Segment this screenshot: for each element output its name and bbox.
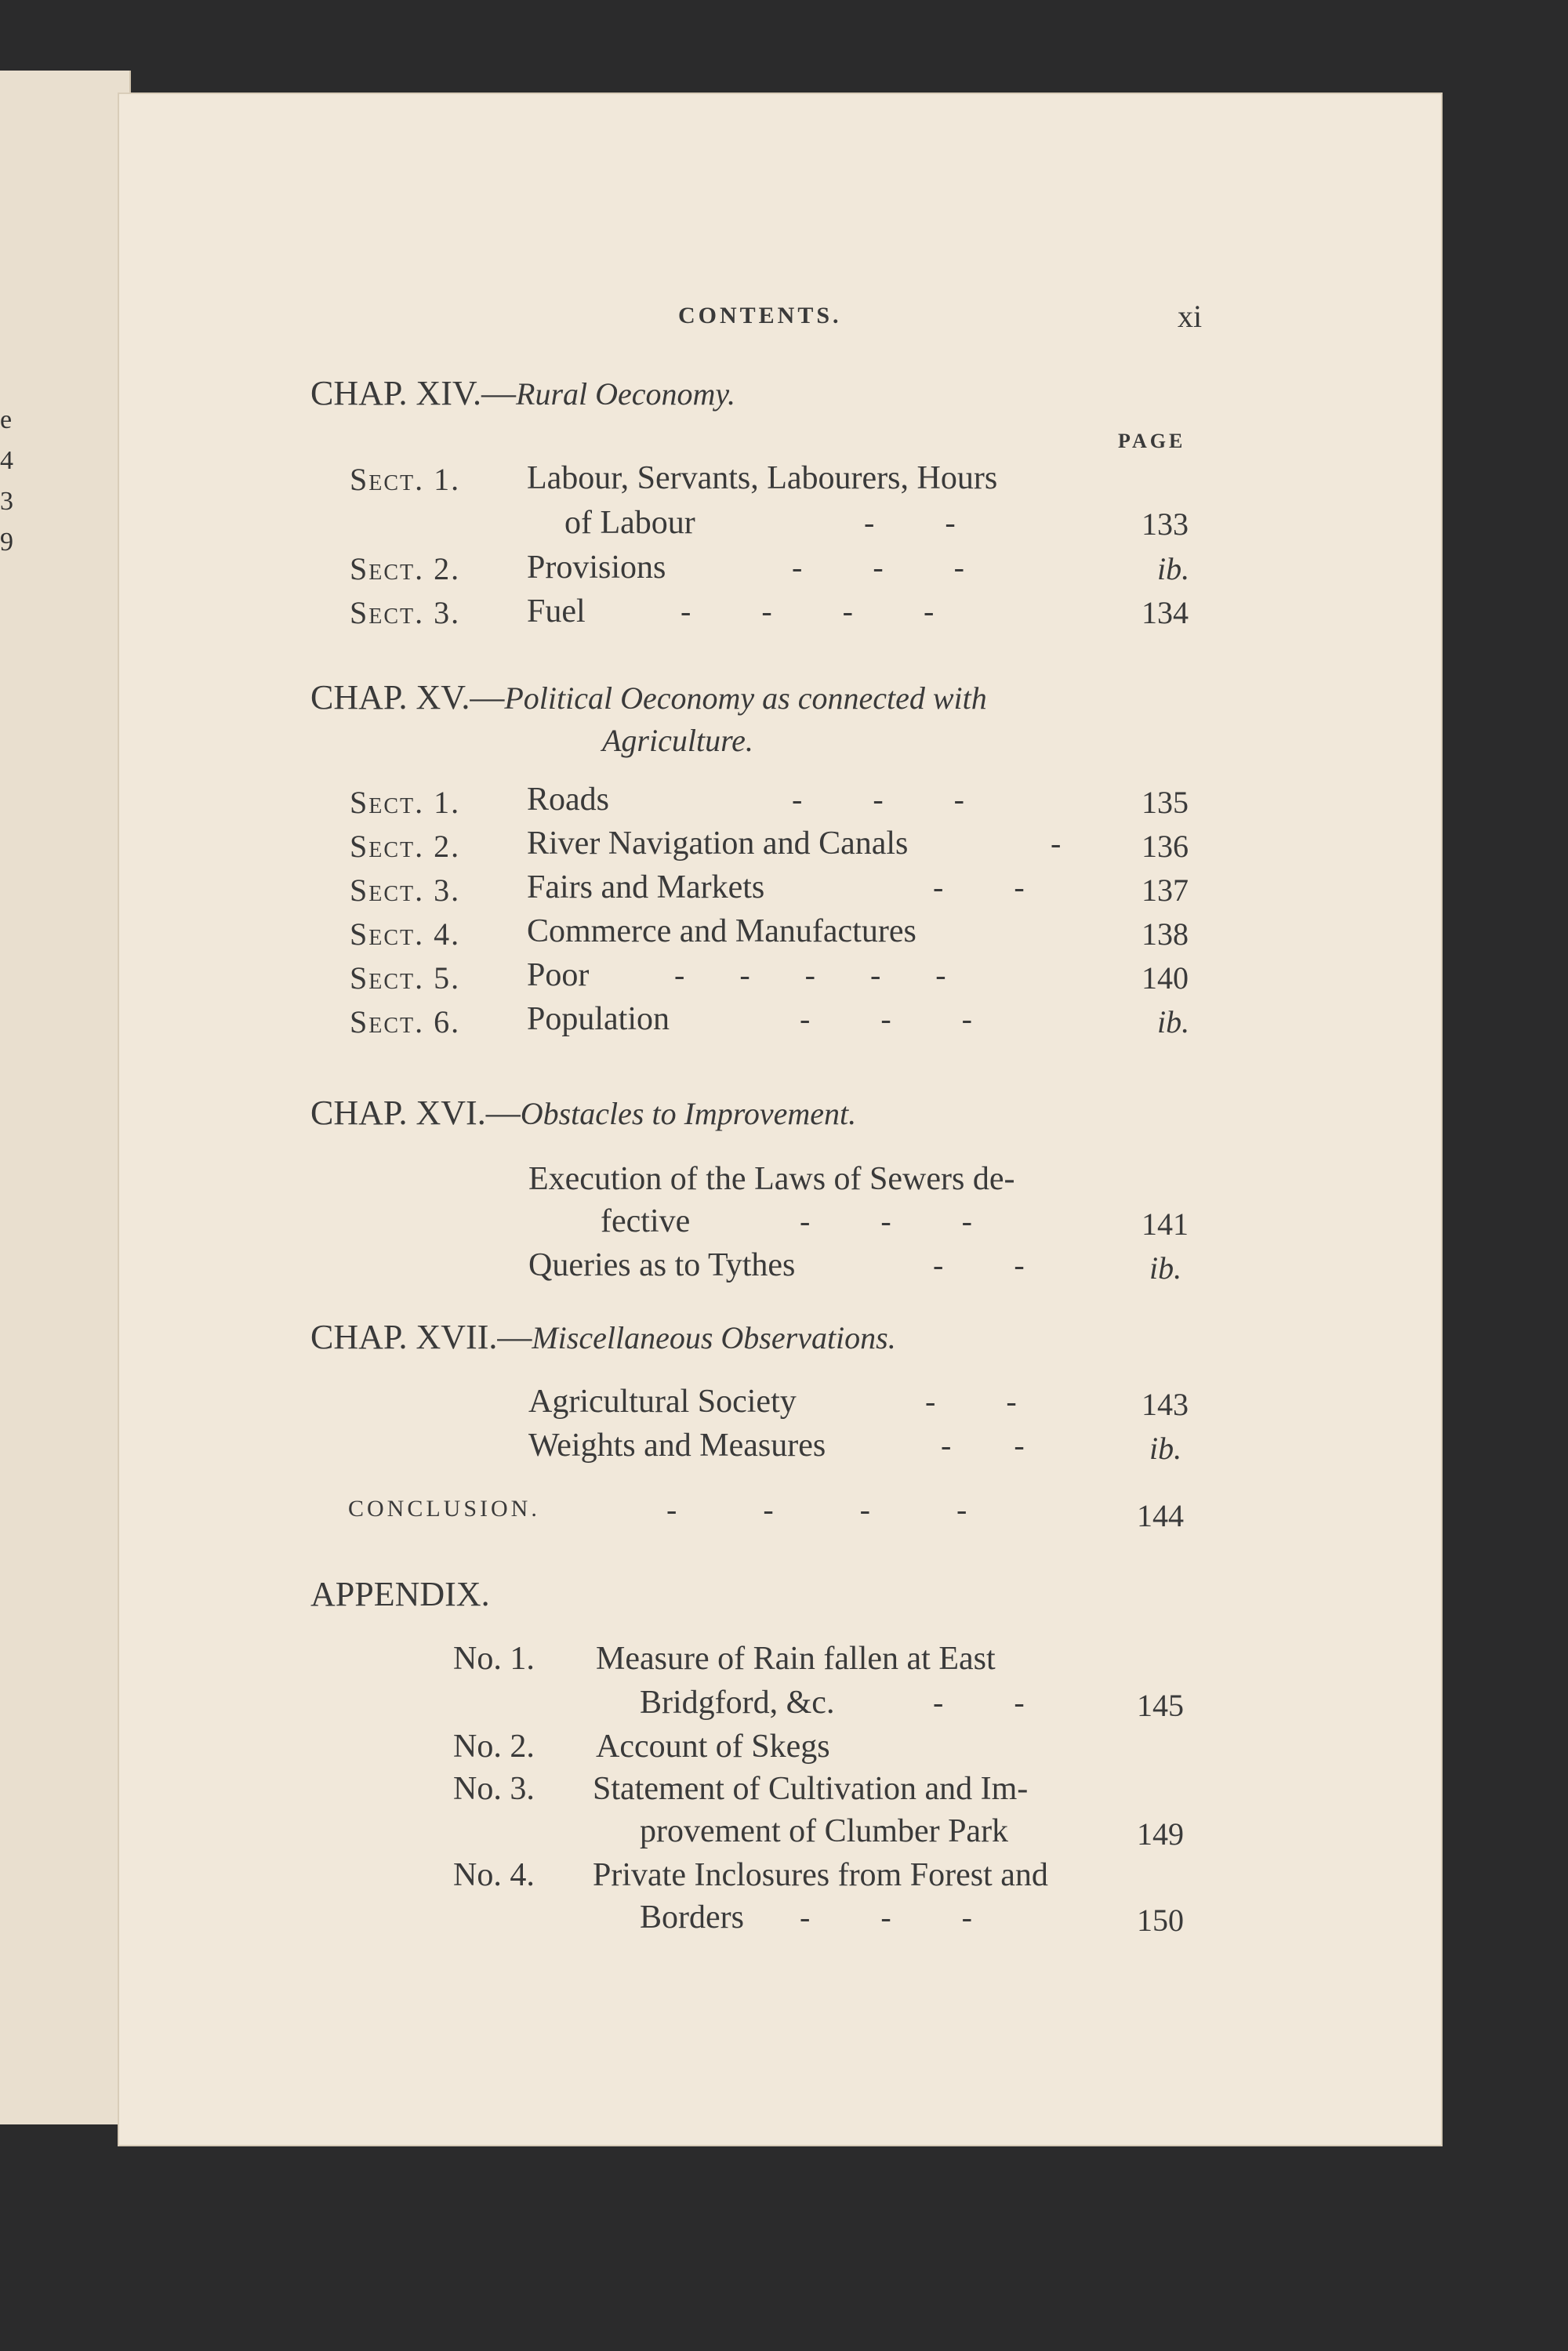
page-column-label: PAGE bbox=[1118, 430, 1186, 452]
entry-title-continued: Bridgford, &c. bbox=[640, 1685, 835, 1721]
section-number: Sect. 6. bbox=[350, 1004, 461, 1039]
chapter-title: Agriculture. bbox=[602, 723, 753, 758]
chapter-label: CHAP. XV.— bbox=[310, 678, 505, 717]
entry-page: 137 bbox=[1142, 873, 1189, 908]
entry-title: Account of Skegs bbox=[596, 1729, 830, 1765]
entry-title: Private Inclosures from Forest and bbox=[593, 1857, 1048, 1893]
entry-title: Poor bbox=[527, 957, 590, 993]
previous-page-mark: e bbox=[0, 405, 13, 434]
entry-title: Queries as to Tythes bbox=[528, 1247, 796, 1283]
previous-page-edge bbox=[0, 71, 131, 2124]
chapter-heading bbox=[310, 677, 987, 717]
chapter-title-continued bbox=[602, 720, 753, 760]
page-number: xi bbox=[1178, 299, 1203, 334]
leader-dashes: - - bbox=[933, 1685, 1025, 1720]
entry-title: Commerce and Manufactures bbox=[527, 913, 916, 949]
entry-title: Provisions bbox=[527, 550, 666, 586]
section-number: Sect. 4. bbox=[350, 916, 461, 952]
appendix-number: No. 3. bbox=[453, 1771, 535, 1807]
leader-dashes: - - - bbox=[800, 1899, 972, 1935]
chapter-heading bbox=[310, 1317, 896, 1357]
entry-title-continued: of Labour bbox=[564, 505, 695, 541]
chapter-label: CHAP. XVI.— bbox=[310, 1094, 521, 1132]
entry-page: ib. bbox=[1157, 1004, 1190, 1039]
entry-page: 135 bbox=[1142, 785, 1189, 820]
leader-dashes: - - - bbox=[792, 550, 964, 585]
appendix-number: No. 4. bbox=[453, 1857, 535, 1893]
leader-dashes: - - bbox=[925, 1384, 1017, 1419]
entry-page: 134 bbox=[1142, 595, 1189, 630]
entry-title: Population bbox=[527, 1001, 670, 1037]
conclusion-label: CONCLUSION. bbox=[348, 1496, 540, 1522]
leader-dashes: - bbox=[1051, 825, 1062, 861]
entry-title-continued: fective bbox=[601, 1203, 691, 1239]
chapter-label: CHAP. XIV.— bbox=[310, 374, 517, 412]
running-header: CONTENTS. bbox=[678, 303, 842, 328]
leader-dashes: - - bbox=[933, 869, 1025, 905]
leader-dashes: - - - bbox=[800, 1001, 972, 1036]
leader-dashes: - - bbox=[941, 1428, 1025, 1463]
section-number: Sect. 5. bbox=[350, 960, 461, 996]
section-number: Sect. 1. bbox=[350, 785, 461, 820]
entry-title: Weights and Measures bbox=[528, 1428, 826, 1464]
chapter-heading bbox=[310, 373, 735, 413]
entry-page: 138 bbox=[1142, 916, 1189, 952]
entry-page: 141 bbox=[1142, 1206, 1189, 1242]
entry-page: 140 bbox=[1142, 960, 1189, 996]
leader-dashes: - - - - bbox=[681, 593, 935, 629]
leader-dashes: - - - bbox=[800, 1203, 972, 1239]
appendix-number: No. 1. bbox=[453, 1641, 535, 1677]
leader-dashes: - - - - - bbox=[674, 957, 946, 992]
entry-title-continued: provement of Clumber Park bbox=[640, 1813, 1009, 1849]
entry-title: Agricultural Society bbox=[528, 1384, 797, 1420]
chapter-title: Political Oeconomy as connected with bbox=[504, 680, 987, 716]
chapter-label: CHAP. XVII.— bbox=[310, 1318, 532, 1356]
entry-page: 149 bbox=[1137, 1816, 1184, 1852]
entry-page: 133 bbox=[1142, 506, 1189, 542]
entry-page: ib. bbox=[1149, 1250, 1182, 1286]
section-number: Sect. 2. bbox=[350, 829, 461, 864]
entry-title: Measure of Rain fallen at East bbox=[596, 1641, 996, 1677]
section-number: Sect. 3. bbox=[350, 873, 461, 908]
entry-title: River Navigation and Canals bbox=[527, 825, 909, 862]
previous-page-mark: 4 bbox=[0, 446, 13, 475]
appendix-number: No. 2. bbox=[453, 1729, 535, 1765]
entry-title: Labour, Servants, Labourers, Hours bbox=[527, 460, 998, 496]
previous-page-marks bbox=[0, 400, 13, 563]
chapter-title: Obstacles to Improvement. bbox=[520, 1096, 857, 1131]
chapter-heading bbox=[310, 1093, 856, 1133]
chapter-title: Rural Oeconomy. bbox=[516, 376, 735, 412]
appendix-heading: APPENDIX. bbox=[310, 1575, 490, 1613]
section-number: Sect. 2. bbox=[350, 551, 461, 586]
entry-title: Fuel bbox=[527, 593, 586, 629]
conclusion-page: 144 bbox=[1137, 1498, 1184, 1533]
entry-title: Fairs and Markets bbox=[527, 869, 765, 905]
section-number: Sect. 1. bbox=[350, 462, 461, 497]
leader-dashes: - - - - bbox=[666, 1492, 967, 1527]
entry-page: 136 bbox=[1142, 829, 1189, 864]
leader-dashes: - - bbox=[933, 1247, 1025, 1283]
previous-page-mark: 3 bbox=[0, 487, 13, 516]
entry-page: ib. bbox=[1149, 1431, 1182, 1466]
entry-title: Statement of Cultivation and Im- bbox=[593, 1771, 1029, 1807]
previous-page-mark: 9 bbox=[0, 528, 13, 557]
entry-page: 143 bbox=[1142, 1387, 1189, 1422]
entry-title: Execution of the Laws of Sewers de- bbox=[528, 1161, 1015, 1197]
leader-dashes: - - bbox=[864, 505, 956, 540]
leader-dashes: - - - bbox=[792, 782, 964, 817]
entry-title-continued: Borders bbox=[640, 1899, 744, 1936]
chapter-title: Miscellaneous Observations. bbox=[532, 1320, 896, 1355]
entry-title: Roads bbox=[527, 782, 609, 818]
section-number: Sect. 3. bbox=[350, 595, 461, 630]
book-page bbox=[118, 93, 1443, 2146]
entry-page: 145 bbox=[1137, 1688, 1184, 1723]
entry-page: ib. bbox=[1157, 551, 1190, 586]
entry-page: 150 bbox=[1137, 1903, 1184, 1938]
